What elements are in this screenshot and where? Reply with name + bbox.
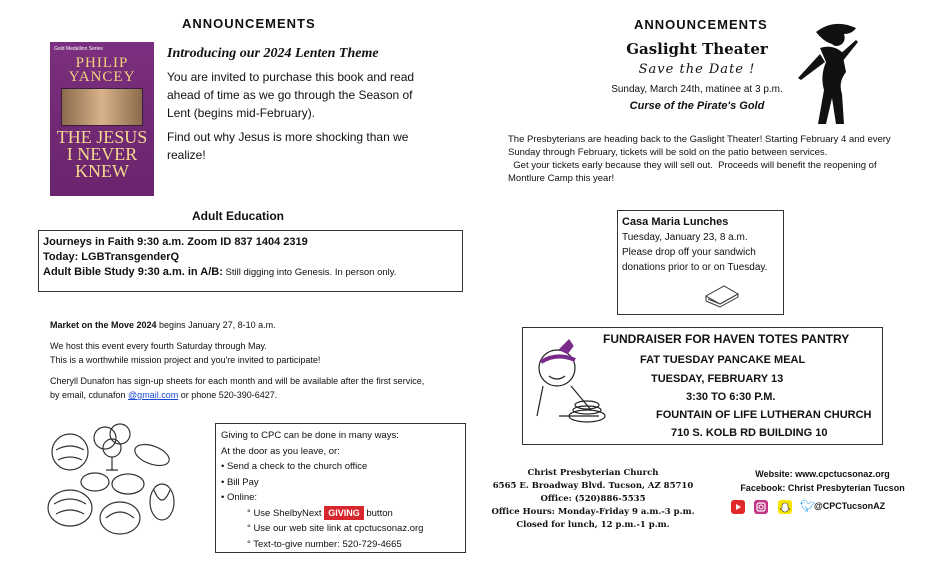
gaslight-p1: The Presbyterians are heading back to the Gaslight Theater! Starting February 4 and every Sunday through February, tickets will be sold on the patio between services.: [508, 134, 891, 158]
gaslight-description: [508, 133, 908, 185]
today-line: Today: LGBTransgenderQ: [43, 251, 180, 263]
fundraiser-address: 710 S. KOLB RD BUILDING 10: [671, 427, 828, 439]
bible-study-text: Still digging into Genesis. In person only.: [222, 267, 397, 278]
market-email-link[interactable]: @gmail.com: [128, 390, 179, 400]
giving-online: • Online:: [221, 492, 258, 503]
right-announcements-heading: ANNOUNCEMENTS: [634, 17, 768, 32]
gaslight-date: Sunday, March 24th, matinee at 3 p.m.: [611, 84, 783, 95]
broccoli-icon: [106, 457, 118, 471]
book-author: PHILIP YANCEY: [68, 55, 136, 85]
giving-button[interactable]: GIVING: [324, 506, 364, 520]
fundraiser-location: FOUNTAIN OF LIFE LUTHERAN CHURCH: [656, 409, 872, 421]
church-lunch: Closed for lunch, 12 p.m.-1 p.m.: [516, 520, 670, 530]
pirate-silhouette-icon: [794, 18, 864, 128]
market-section: [50, 318, 425, 402]
market-phone: or phone 520-390-6427.: [178, 390, 278, 400]
journeys-line: Journeys in Faith 9:30 a.m. Zoom ID 837 1404 2319: [43, 236, 308, 248]
giving-text-number: ° Text-to-give number: 520-729-4665: [247, 538, 402, 550]
fundraiser-box: [522, 327, 883, 445]
giving-website: ° Use our web site link at cpctucsonaz.org: [247, 523, 424, 534]
market-p2: This is a worthwhile mission project and you're invited to participate!: [50, 355, 321, 365]
shelby-text: ° Use ShelbyNext: [247, 507, 325, 519]
potato-icon: [81, 473, 109, 491]
giving-billpay: • Bill Pay: [221, 476, 259, 488]
facebook-text: Facebook: Christ Presbyterian Tucson: [740, 483, 905, 493]
church-info: [488, 467, 698, 532]
masked-diner-illustration: [529, 336, 609, 436]
book-cover-face: [61, 88, 143, 126]
giving-line-1: Giving to CPC can be done in many ways:: [221, 430, 399, 441]
sandwich-icon: [702, 282, 740, 308]
snapchat-icon[interactable]: [778, 500, 792, 514]
cabbage-icon: [52, 434, 88, 470]
casa-date: Tuesday, January 23, 8 a.m.: [622, 232, 748, 243]
lenten-heading: Introducing our 2024 Lenten Theme: [167, 46, 379, 61]
social-handle: @CPCTucsonAZ: [814, 501, 886, 511]
church-hours: Office Hours: Monday-Friday 9 a.m.-3 p.m.: [491, 507, 695, 517]
casa-heading: Casa Maria Lunches: [622, 216, 729, 228]
youtube-icon[interactable]: [731, 500, 745, 514]
eggplant-icon: [132, 440, 172, 469]
market-p3: Cheryll Dunafon has sign-up sheets for each month and will be available after the first service, by email, cdunafon: [50, 376, 425, 400]
fundraiser-event: FAT TUESDAY PANCAKE MEAL: [640, 354, 806, 366]
gaslight-p2: Get your tickets early because they will sell out. Proceeds will benefit the reopening of Montlure Camp this year!: [508, 160, 880, 184]
church-name: Christ Presbyterian Church: [527, 468, 659, 478]
lenten-paragraph-1: You are invited to purchase this book and read ahead of time as we go through the Season of Lent (begins mid-February).: [167, 70, 415, 120]
giving-box: [215, 423, 466, 553]
market-title: Market on the Move 2024: [50, 320, 157, 330]
giving-line-2: At the door as you leave, or:: [221, 445, 340, 457]
giving-check: • Send a check to the church office: [221, 461, 368, 472]
book-cover-image: [50, 42, 154, 196]
contact-info: [735, 467, 910, 495]
church-phone: Office: (520)886-5535: [540, 494, 646, 504]
lettuce-icon: [48, 490, 92, 526]
website-text: Website: www.cpctucsonaz.org: [755, 469, 890, 479]
adult-education-box: [38, 230, 463, 292]
vegetables-illustration: [40, 420, 190, 550]
fundraiser-title: FUNDRAISER FOR HAVEN TOTES PANTRY: [603, 332, 850, 346]
gaslight-show: Curse of the Pirate's Gold: [629, 100, 765, 112]
fundraiser-time: 3:30 TO 6:30 P.M.: [686, 391, 776, 403]
shelby-button-text: button: [363, 507, 393, 519]
save-the-date: Save the Date !: [638, 62, 756, 77]
twitter-icon[interactable]: 🐦︎: [800, 499, 816, 513]
left-announcements-heading: ANNOUNCEMENTS: [182, 16, 316, 31]
casa-maria-box: [617, 210, 784, 315]
fundraiser-date: TUESDAY, FEBRUARY 13: [651, 373, 784, 385]
gaslight-title: Gaslight Theater: [626, 40, 768, 58]
bible-study-label: Adult Bible Study 9:30 a.m. in A/B:: [43, 266, 223, 278]
casa-text: Please drop off your sandwich donations prior to or on Tuesday.: [622, 247, 768, 273]
instagram-icon[interactable]: [754, 500, 768, 514]
lenten-paragraph-2: Find out why Jesus is more shocking than we realize!: [167, 130, 409, 162]
book-title: THE JESUS I NEVER KNEW: [56, 127, 148, 181]
church-address: 6565 E. Broadway Blvd. Tucson, AZ 85710: [492, 481, 694, 491]
market-date: begins January 27, 8-10 a.m.: [156, 320, 276, 330]
adult-education-heading: Adult Education: [192, 209, 284, 223]
book-series: Gold Medallion Series: [54, 46, 103, 52]
market-p1: We host this event every fourth Saturday through May.: [50, 341, 267, 351]
